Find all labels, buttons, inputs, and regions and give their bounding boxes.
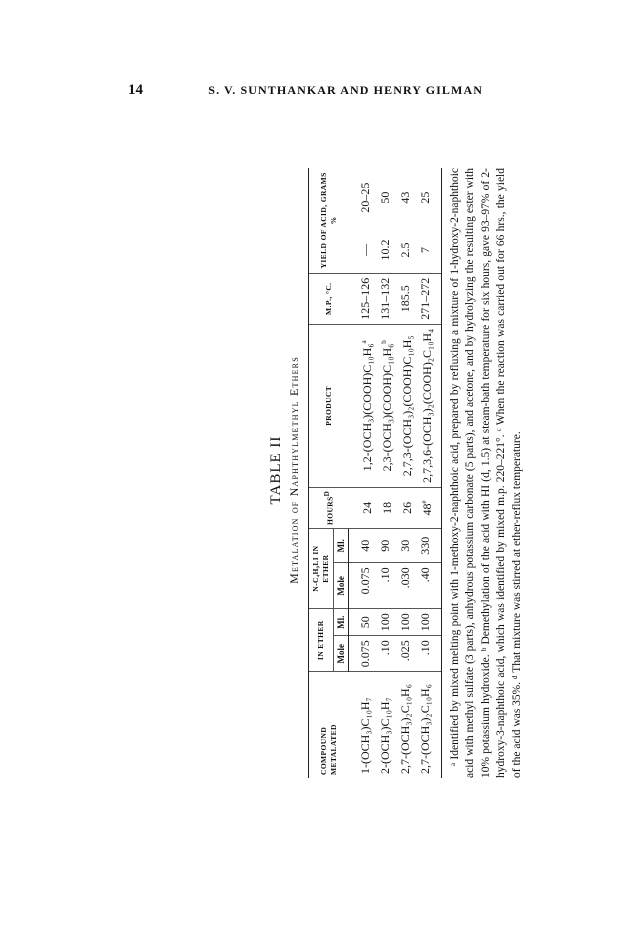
table-row bbox=[416, 168, 442, 778]
cell-bu-ml: 30 bbox=[396, 528, 416, 562]
col-ether-mole-header: Mole bbox=[334, 636, 349, 672]
col-bu-ml-header: Ml. bbox=[334, 528, 349, 562]
hours-value: 24 bbox=[359, 501, 374, 514]
product-mark: b bbox=[379, 340, 388, 344]
cell-compound: 2,7-(OCH₃)₂C₁₀H₆ bbox=[416, 672, 442, 778]
cell-ether-mole: 0.075 bbox=[349, 636, 376, 672]
hours-value: 48 bbox=[419, 503, 434, 516]
table-row bbox=[396, 168, 416, 778]
cell-compound: 2,7-(OCH₃)₂C₁₀H₆ bbox=[398, 684, 412, 774]
hours-value: 26 bbox=[399, 501, 414, 514]
cell-ether-mole: .025 bbox=[396, 636, 416, 672]
cell-bu-ml: 90 bbox=[376, 528, 396, 562]
cell-percent: 25 bbox=[416, 168, 442, 227]
hours-footnote-mark: D bbox=[323, 490, 331, 497]
col-bu-mole-header: Mole bbox=[334, 563, 349, 609]
cell-grams: 2.5 bbox=[396, 227, 416, 273]
table-footnotes: ᵃ Identified by mixed melting point with 1-methoxy-2-naphthoic acid, prepared by refluxing a mixture of 1-hydroxy-2-naphthoic acid with methyl sulfate (3 parts), anhydrous potassium carbonate (5 parts), and acetone, and by hydrolyzing the resulting ester with 10% potassium hydroxide. ᵇ Demethylation of the acid with HI (d, 1.5) at steam-bath temperature for six hours, gave 93–97% of 2-hydroxy-3-naphthoic acid, which was identified by mixed m.p. 220–221°. ᶜ When the reaction was carried out for 66 hrs., the yield of the acid was 35%. ᵈ That mixture was stirred at ether-reflux temperature. bbox=[448, 168, 523, 778]
cell-hours bbox=[416, 487, 442, 528]
cell-bu-mole: .10 bbox=[376, 563, 396, 609]
cell-hours bbox=[349, 487, 376, 528]
col-product-header: PRODUCT bbox=[309, 324, 349, 487]
cell-product bbox=[416, 324, 442, 487]
cell-percent: 20–25 bbox=[358, 182, 372, 213]
cell-percent: 43 bbox=[398, 191, 412, 204]
cell-product bbox=[376, 324, 396, 487]
cell-compound: 1-(OCH₃)C₁₀H₇ bbox=[358, 697, 372, 774]
cell-ether-mole: .10 bbox=[416, 636, 442, 672]
cell-bu-mole: 0.075 bbox=[349, 563, 376, 609]
cell-ether-ml: 100 bbox=[416, 609, 442, 636]
cell-bu-ml: 330 bbox=[416, 528, 442, 562]
cell-mp: 271–272 bbox=[416, 273, 442, 324]
page-number: 14 bbox=[128, 82, 143, 98]
cell-bu-mole: .030 bbox=[396, 563, 416, 609]
table-subtitle: Metalation of Naphthylmethyl Ethers bbox=[287, 356, 301, 584]
cell-grams: — bbox=[349, 227, 376, 273]
cell-ether-ml: 50 bbox=[349, 609, 376, 636]
table-title: TABLE II bbox=[268, 435, 284, 505]
hours-label: HOURS bbox=[325, 496, 335, 525]
cell-product bbox=[349, 324, 376, 487]
rotated-table-block bbox=[266, 150, 566, 790]
cell-mp: 125–126 bbox=[349, 273, 376, 324]
col-butyllithium-header: N-C₄H₉LI IN ETHER bbox=[309, 528, 334, 608]
cell-percent: 50 bbox=[378, 191, 392, 204]
product-mark: a bbox=[359, 340, 368, 344]
product-formula: 2,3-(OCH₃)(COOH)C₁₀H₆ bbox=[379, 343, 394, 472]
cell-hours bbox=[376, 487, 396, 528]
cell-product bbox=[396, 324, 416, 487]
cell-hours bbox=[396, 487, 416, 528]
cell-mp: 185.5 bbox=[396, 273, 416, 324]
hours-mark: e bbox=[419, 500, 428, 504]
metalation-table bbox=[308, 168, 442, 778]
cell-compound: 2-(OCH₃)C₁₀H₇ bbox=[378, 697, 392, 774]
cell-ether-ml: 100 bbox=[376, 609, 396, 636]
product-formula: 2,7,3,6-(OCH₃)₂(COOH)₂C₁₀H₄ bbox=[419, 328, 434, 483]
table-row bbox=[376, 168, 396, 778]
cell-mp: 131–132 bbox=[376, 273, 396, 324]
col-ether-ml-header: Ml. bbox=[334, 609, 349, 636]
product-formula: 2,7,3-(OCH₃)₂(COOH)C₁₀H₅ bbox=[399, 335, 414, 477]
col-yield-header: YIELD OF ACID, GRAMS % bbox=[309, 168, 349, 273]
table-row bbox=[349, 168, 376, 778]
cell-grams: 7 bbox=[416, 227, 442, 273]
page-header bbox=[0, 82, 631, 102]
cell-grams: 10.2 bbox=[376, 227, 396, 273]
cell-bu-ml: 40 bbox=[349, 528, 376, 562]
col-in-ether-header: IN ETHER bbox=[309, 609, 334, 672]
cell-bu-mole: .40 bbox=[416, 563, 442, 609]
col-compound-header: COMPOUND METALATED bbox=[309, 672, 349, 778]
col-hours-header bbox=[309, 487, 349, 528]
cell-ether-ml: 100 bbox=[396, 609, 416, 636]
hours-value: 18 bbox=[379, 501, 394, 514]
col-mp-header: M.P., °C. bbox=[309, 273, 349, 324]
cell-ether-mole: .10 bbox=[376, 636, 396, 672]
running-head: S. V. SUNTHANKAR AND HENRY GILMAN bbox=[208, 83, 483, 97]
product-formula: 1,2-(OCH₃)(COOH)C₁₀H₆ bbox=[359, 343, 374, 472]
